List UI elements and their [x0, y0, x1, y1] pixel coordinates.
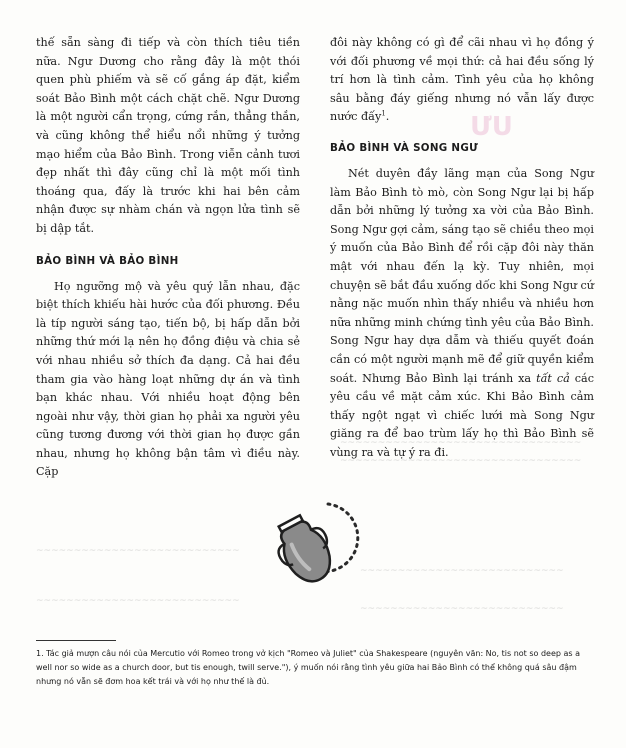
footnote-marker[interactable]: 1: [381, 109, 386, 118]
bleed-through-text: ~~~~~~~~~~~~~~~~~~~~~~~~~~~~~~~~: [340, 438, 582, 448]
paragraph: thế sẵn sàng đi tiếp và còn thích tiêu tiền nữa. Ngư Dương cho rằng đây là một thói quen phù phiếm và sẽ cố gắng áp đặt, kiểm soát Bảo Bình một cách chặt chẽ. Ngư Dương là một người cẩn trọng, cứng rắn, thẳng thắn, và cũng không thể hiểu nổi những ý tưởng mạo hiểm của Bảo Bình. Trong viễn cảnh tươi đẹp nhất thì đây cũng chỉ là một mối tình thoáng qua, đấy là trước khi hai bên cảm nhận được sự nhàm chán và ngọn lửa tình sẽ bị dập tắt.: [36, 36, 300, 235]
paragraph-text: .: [385, 110, 390, 124]
right-column: [330, 34, 594, 462]
bleed-through-title: ƯU: [470, 112, 513, 142]
left-column: [36, 34, 300, 482]
paragraph-text: đôi này không có gì để cãi nhau vì họ đồng ý với đối phương về mọi thứ: cả hai đều sống lý trí hơn là tình cảm. Tình yêu của họ không sâu bằng đáy giếng nhưng nó vẫn lấy được nước đấy: [330, 36, 594, 124]
bleed-through-text: ~~~~~~~~~~~~~~~~~~~~~~~~~~~: [36, 546, 240, 556]
section-heading: BẢO BÌNH VÀ BẢO BÌNH: [36, 254, 179, 267]
bleed-through-text: ~~~~~~~~~~~~~~~~~~~~~~~~~~~~~~~~: [340, 456, 582, 466]
bleed-through-text: ~~~~~~~~~~~~~~~~~~~~~~~~~~~: [360, 604, 564, 614]
emphasis-text: tất cả: [536, 371, 570, 385]
footnote-rule: [36, 640, 116, 641]
paragraph: [330, 34, 594, 127]
aquarius-water-jar-icon: [268, 494, 364, 604]
footnote: 1. Tác giả mượn câu nói của Mercutio với Romeo trong vở kịch "Romeo và Juliet" của Shakespeare (nguyên văn: No, tis not so deep as a well nor so wide as a church door, but tis enough, twill serve."), ý muốn nói rằng tình yêu giữa hai Bảo Bình có thể không quá sâu đậm nhưng nó vẫn sẽ đơm hoa kết trái và với họ như thế là đủ.: [36, 649, 581, 686]
section-heading: BẢO BÌNH VÀ SONG NGƯ: [330, 141, 478, 154]
paragraph-text: các yêu cầu về mặt cảm xúc. Khi Bảo Bình cảm thấy ngột ngạt vì chiếc lưới mà Song Ngư giăng ra để bao trùm lấy họ thì Bảo Bình sẽ vùng ra và tự ý ra đi.: [330, 371, 594, 459]
paragraph-text: Nét duyên đầy lãng mạn của Song Ngư làm Bảo Bình tò mò, còn Song Ngư lại bị hấp dẫn bởi những lý tưởng xa vời của Bảo Bình. Song Ngư gợi cảm, sáng tạo sẽ chiều theo mọi ý muốn của Bảo Bình để rồi cặp đôi này thăn mật với nhau đến lạ kỳ. Tuy nhiên, mọi chuyện sẽ bắt đầu xuống dốc khi Song Ngư cứ nằng nặc muốn nhìn thấy nhiều và nhiều hơn nữa những minh chứng tình yêu của Bảo Bình. Song Ngư hay dựa dẫm và thiếu quyết đoán cần có một người mạnh mẽ để giữ quyền kiểm soát. Nhưng Bảo Bình lại tránh xa: [330, 166, 594, 385]
paragraph: Họ ngưỡng mộ và yêu quý lẫn nhau, đặc biệt thích khiếu hài hước của đối phương. Đều là típ người sáng tạo, tiến bộ, bị hấp dẫn bởi những thứ mới lạ nên họ đồng điệu và chia sẻ với nhau nhiều sở thích đa dạng. Cả hai đều tham gia vào hàng loạt những dự án và tình bạn khác nhau. Với nhiều hoạt động bên ngoài như vậy, thời gian họ phải xa người yêu cũng tương đương với thời gian họ được gần nhau, nhưng họ không bận tâm vì điều này. Cặp: [36, 279, 300, 479]
bleed-through-text: ~~~~~~~~~~~~~~~~~~~~~~~~~~~: [36, 596, 240, 606]
paragraph: [330, 165, 594, 463]
bleed-through-text: ~~~~~~~~~~~~~~~~~~~~~~~~~~~: [360, 566, 564, 576]
